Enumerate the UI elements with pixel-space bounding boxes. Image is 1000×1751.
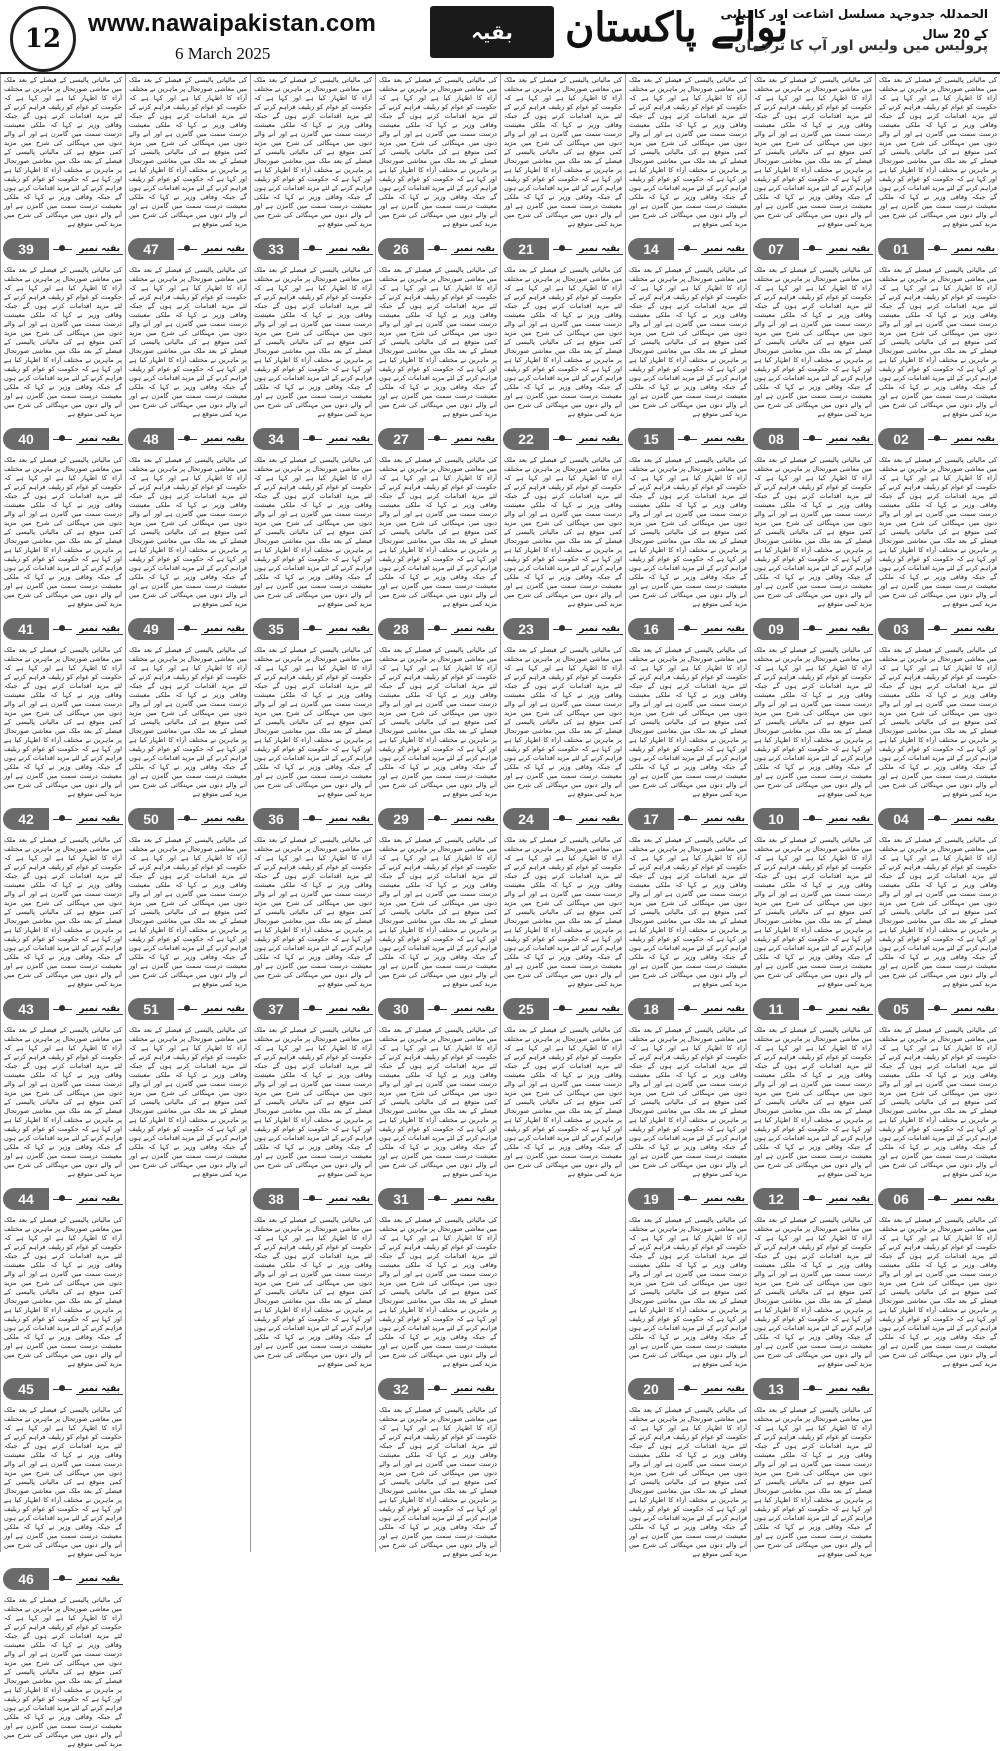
article-text: کی مالیاتی پالیسی کے فیصلے کے بعد ملک میں معاشی صورتحال پر ماہرین نے مختلف آراء کا اظہار کیا ہے اور کہا ہے کہ حکومت کو عوام کو ریلیف فراہم کرنے کے لئے مزید اقدامات کرنے ہوں گے جبکہ وفاقی وزیر نے کہا کہ ملکی معیشت درست سمت میں گامزن ہے اور آنے والے دنوں میں مہنگائی کی شرح میں مزید کمی متوقع ہے کی مالیاتی پالیسی کے فیصلے کے بعد ملک میں معاشی صورتحال پر ماہرین نے مختلف آراء کا اظہار کیا ہے اور کہا ہے کہ حکومت کو عوام کو ریلیف فراہم کرنے کے لئے مزید اقدامات کرنے ہوں گے جبکہ وفاقی وزیر نے کہا کہ ملکی معیشت درست سمت میں گامزن ہے اور آنے والے دنوں میں مہنگائی کی شرح میں مزید کمی متوقع ہے <box>4 1026 122 1178</box>
continuation-number: 30 <box>378 998 424 1020</box>
article-text: کی مالیاتی پالیسی کے فیصلے کے بعد ملک میں معاشی صورتحال پر ماہرین نے مختلف آراء کا اظہار کیا ہے اور کہا ہے کہ حکومت کو عوام کو ریلیف فراہم کرنے کے لئے مزید اقدامات کرنے ہوں گے جبکہ وفاقی وزیر نے کہا کہ ملکی معیشت درست سمت میں گامزن ہے اور آنے والے دنوں میں مہنگائی کی شرح میں مزید کمی متوقع ہے کی مالیاتی پالیسی کے فیصلے کے بعد ملک میں معاشی صورتحال پر ماہرین نے مختلف آراء کا اظہار کیا ہے اور کہا ہے کہ حکومت کو عوام کو ریلیف فراہم کرنے کے لئے مزید اقدامات کرنے ہوں گے جبکہ وفاقی وزیر نے کہا کہ ملکی معیشت درست سمت میں گامزن ہے اور آنے والے دنوں میں مہنگائی کی شرح میں مزید کمی متوقع ہے <box>254 266 372 418</box>
page-number-badge: 12 <box>10 6 76 72</box>
article-text: کی مالیاتی پالیسی کے فیصلے کے بعد ملک میں معاشی صورتحال پر ماہرین نے مختلف آراء کا اظہار کیا ہے اور کہا ہے کہ حکومت کو عوام کو ریلیف فراہم کرنے کے لئے مزید اقدامات کرنے ہوں گے جبکہ وفاقی وزیر نے کہا کہ ملکی معیشت درست سمت میں گامزن ہے اور آنے والے دنوں میں مہنگائی کی شرح میں مزید کمی متوقع ہے کی مالیاتی پالیسی کے فیصلے کے بعد ملک میں معاشی صورتحال پر ماہرین نے مختلف آراء کا اظہار کیا ہے اور کہا ہے کہ حکومت کو عوام کو ریلیف فراہم کرنے کے لئے مزید اقدامات کرنے ہوں گے جبکہ وفاقی وزیر نے کہا کہ ملکی معیشت درست سمت میں گامزن ہے اور آنے والے دنوں میں مہنگائی کی شرح میں مزید کمی متوقع ہے <box>379 646 497 798</box>
ornament-divider <box>928 1009 947 1010</box>
continuation-number: 46 <box>3 1568 49 1590</box>
continuation-label: بقیہ نمبر <box>576 814 623 825</box>
continuation-label: بقیہ نمبر <box>701 1004 748 1015</box>
continuation-label: بقیہ نمبر <box>826 1384 873 1395</box>
section-badge: بقیہ <box>430 6 554 58</box>
continuation-number: 19 <box>628 1188 674 1210</box>
continuation-marker <box>753 1187 873 1211</box>
article-text: کی مالیاتی پالیسی کے فیصلے کے بعد ملک میں معاشی صورتحال پر ماہرین نے مختلف آراء کا اظہار کیا ہے اور کہا ہے کہ حکومت کو عوام کو ریلیف فراہم کرنے کے لئے مزید اقدامات کرنے ہوں گے جبکہ وفاقی وزیر نے کہا کہ ملکی معیشت درست سمت میں گامزن ہے اور آنے والے دنوں میں مہنگائی کی شرح میں مزید کمی متوقع ہے کی مالیاتی پالیسی کے فیصلے کے بعد ملک میں معاشی صورتحال پر ماہرین نے مختلف آراء کا اظہار کیا ہے اور کہا ہے کہ حکومت کو عوام کو ریلیف فراہم کرنے کے لئے مزید اقدامات کرنے ہوں گے جبکہ وفاقی وزیر نے کہا کہ ملکی معیشت درست سمت میں گامزن ہے اور آنے والے دنوں میں مہنگائی کی شرح میں مزید کمی متوقع ہے <box>129 76 247 228</box>
ornament-divider <box>678 439 697 440</box>
ornament-divider <box>178 819 197 820</box>
continuation-marker <box>253 617 373 641</box>
continuation-marker <box>628 427 748 451</box>
continuation-number: 11 <box>753 998 799 1020</box>
ornament-divider <box>553 439 572 440</box>
continuation-label: بقیہ نمبر <box>576 1004 623 1015</box>
continuation-label: بقیہ نمبر <box>201 814 248 825</box>
masthead <box>0 0 1000 74</box>
ornament-divider <box>678 1009 697 1010</box>
continuation-number: 21 <box>503 238 549 260</box>
continuation-label: بقیہ نمبر <box>76 244 123 255</box>
article-text: کی مالیاتی پالیسی کے فیصلے کے بعد ملک میں معاشی صورتحال پر ماہرین نے مختلف آراء کا اظہار کیا ہے اور کہا ہے کہ حکومت کو عوام کو ریلیف فراہم کرنے کے لئے مزید اقدامات کرنے ہوں گے جبکہ وفاقی وزیر نے کہا کہ ملکی معیشت درست سمت میں گامزن ہے اور آنے والے دنوں میں مہنگائی کی شرح میں مزید کمی متوقع ہے کی مالیاتی پالیسی کے فیصلے کے بعد ملک میں معاشی صورتحال پر ماہرین نے مختلف آراء کا اظہار کیا ہے اور کہا ہے کہ حکومت کو عوام کو ریلیف فراہم کرنے کے لئے مزید اقدامات کرنے ہوں گے جبکہ وفاقی وزیر نے کہا کہ ملکی معیشت درست سمت میں گامزن ہے اور آنے والے دنوں میں مہنگائی کی شرح میں مزید کمی متوقع ہے <box>504 646 622 798</box>
continuation-marker <box>378 997 498 1021</box>
newspaper-logo: نوائے پاکستان <box>565 4 789 51</box>
ornament-divider <box>803 629 822 630</box>
article-text: کی مالیاتی پالیسی کے فیصلے کے بعد ملک میں معاشی صورتحال پر ماہرین نے مختلف آراء کا اظہار کیا ہے اور کہا ہے کہ حکومت کو عوام کو ریلیف فراہم کرنے کے لئے مزید اقدامات کرنے ہوں گے جبکہ وفاقی وزیر نے کہا کہ ملکی معیشت درست سمت میں گامزن ہے اور آنے والے دنوں میں مہنگائی کی شرح میں مزید کمی متوقع ہے کی مالیاتی پالیسی کے فیصلے کے بعد ملک میں معاشی صورتحال پر ماہرین نے مختلف آراء کا اظہار کیا ہے اور کہا ہے کہ حکومت کو عوام کو ریلیف فراہم کرنے کے لئے مزید اقدامات کرنے ہوں گے جبکہ وفاقی وزیر نے کہا کہ ملکی معیشت درست سمت میں گامزن ہے اور آنے والے دنوں میں مہنگائی کی شرح میں مزید کمی متوقع ہے <box>4 456 122 608</box>
ornament-divider <box>928 249 947 250</box>
ornament-divider <box>53 1199 72 1200</box>
continuation-number: 24 <box>503 808 549 830</box>
article-text: کی مالیاتی پالیسی کے فیصلے کے بعد ملک میں معاشی صورتحال پر ماہرین نے مختلف آراء کا اظہار کیا ہے اور کہا ہے کہ حکومت کو عوام کو ریلیف فراہم کرنے کے لئے مزید اقدامات کرنے ہوں گے جبکہ وفاقی وزیر نے کہا کہ ملکی معیشت درست سمت میں گامزن ہے اور آنے والے دنوں میں مہنگائی کی شرح میں مزید کمی متوقع ہے کی مالیاتی پالیسی کے فیصلے کے بعد ملک میں معاشی صورتحال پر ماہرین نے مختلف آراء کا اظہار کیا ہے اور کہا ہے کہ حکومت کو عوام کو ریلیف فراہم کرنے کے لئے مزید اقدامات کرنے ہوں گے جبکہ وفاقی وزیر نے کہا کہ ملکی معیشت درست سمت میں گامزن ہے اور آنے والے دنوں میں مہنگائی کی شرح میں مزید کمی متوقع ہے <box>4 836 122 988</box>
continuation-marker <box>128 617 248 641</box>
ornament-divider <box>928 629 947 630</box>
article-text: کی مالیاتی پالیسی کے فیصلے کے بعد ملک میں معاشی صورتحال پر ماہرین نے مختلف آراء کا اظہار کیا ہے اور کہا ہے کہ حکومت کو عوام کو ریلیف فراہم کرنے کے لئے مزید اقدامات کرنے ہوں گے جبکہ وفاقی وزیر نے کہا کہ ملکی معیشت درست سمت میں گامزن ہے اور آنے والے دنوں میں مہنگائی کی شرح میں مزید کمی متوقع ہے کی مالیاتی پالیسی کے فیصلے کے بعد ملک میں معاشی صورتحال پر ماہرین نے مختلف آراء کا اظہار کیا ہے اور کہا ہے کہ حکومت کو عوام کو ریلیف فراہم کرنے کے لئے مزید اقدامات کرنے ہوں گے جبکہ وفاقی وزیر نے کہا کہ ملکی معیشت درست سمت میں گامزن ہے اور آنے والے دنوں میں مہنگائی کی شرح میں مزید کمی متوقع ہے <box>4 76 122 228</box>
news-column <box>375 74 500 1558</box>
continuation-number: 20 <box>628 1378 674 1400</box>
article-text: کی مالیاتی پالیسی کے فیصلے کے بعد ملک میں معاشی صورتحال پر ماہرین نے مختلف آراء کا اظہار کیا ہے اور کہا ہے کہ حکومت کو عوام کو ریلیف فراہم کرنے کے لئے مزید اقدامات کرنے ہوں گے جبکہ وفاقی وزیر نے کہا کہ ملکی معیشت درست سمت میں گامزن ہے اور آنے والے دنوں میں مہنگائی کی شرح میں مزید کمی متوقع ہے کی مالیاتی پالیسی کے فیصلے کے بعد ملک میں معاشی صورتحال پر ماہرین نے مختلف آراء کا اظہار کیا ہے اور کہا ہے کہ حکومت کو عوام کو ریلیف فراہم کرنے کے لئے مزید اقدامات کرنے ہوں گے جبکہ وفاقی وزیر نے کہا کہ ملکی معیشت درست سمت میں گامزن ہے اور آنے والے دنوں میں مہنگائی کی شرح میں مزید کمی متوقع ہے <box>254 836 372 988</box>
continuation-marker <box>128 807 248 831</box>
continuation-number: 39 <box>3 238 49 260</box>
article-text: کی مالیاتی پالیسی کے فیصلے کے بعد ملک میں معاشی صورتحال پر ماہرین نے مختلف آراء کا اظہار کیا ہے اور کہا ہے کہ حکومت کو عوام کو ریلیف فراہم کرنے کے لئے مزید اقدامات کرنے ہوں گے جبکہ وفاقی وزیر نے کہا کہ ملکی معیشت درست سمت میں گامزن ہے اور آنے والے دنوں میں مہنگائی کی شرح میں مزید کمی متوقع ہے کی مالیاتی پالیسی کے فیصلے کے بعد ملک میں معاشی صورتحال پر ماہرین نے مختلف آراء کا اظہار کیا ہے اور کہا ہے کہ حکومت کو عوام کو ریلیف فراہم کرنے کے لئے مزید اقدامات کرنے ہوں گے جبکہ وفاقی وزیر نے کہا کہ ملکی معیشت درست سمت میں گامزن ہے اور آنے والے دنوں میں مہنگائی کی شرح میں مزید کمی متوقع ہے <box>129 266 247 418</box>
continuation-marker <box>378 427 498 451</box>
continuation-label: بقیہ نمبر <box>326 1004 373 1015</box>
continuation-number: 14 <box>628 238 674 260</box>
ornament-divider <box>678 1389 697 1390</box>
continuation-marker <box>878 617 998 641</box>
continuation-label: بقیہ نمبر <box>701 624 748 635</box>
ornament-divider <box>428 819 447 820</box>
news-column <box>250 74 375 1552</box>
ornament-divider <box>678 1199 697 1200</box>
continuation-number: 13 <box>753 1378 799 1400</box>
continuation-number: 42 <box>3 808 49 830</box>
article-text: کی مالیاتی پالیسی کے فیصلے کے بعد ملک میں معاشی صورتحال پر ماہرین نے مختلف آراء کا اظہار کیا ہے اور کہا ہے کہ حکومت کو عوام کو ریلیف فراہم کرنے کے لئے مزید اقدامات کرنے ہوں گے جبکہ وفاقی وزیر نے کہا کہ ملکی معیشت درست سمت میں گامزن ہے اور آنے والے دنوں میں مہنگائی کی شرح میں مزید کمی متوقع ہے کی مالیاتی پالیسی کے فیصلے کے بعد ملک میں معاشی صورتحال پر ماہرین نے مختلف آراء کا اظہار کیا ہے اور کہا ہے کہ حکومت کو عوام کو ریلیف فراہم کرنے کے لئے مزید اقدامات کرنے ہوں گے جبکہ وفاقی وزیر نے کہا کہ ملکی معیشت درست سمت میں گامزن ہے اور آنے والے دنوں میں مہنگائی کی شرح میں مزید کمی متوقع ہے <box>504 266 622 418</box>
continuation-number: 49 <box>128 618 174 640</box>
ornament-divider <box>928 439 947 440</box>
ornament-divider <box>553 1009 572 1010</box>
continuation-number: 34 <box>253 428 299 450</box>
article-text: کی مالیاتی پالیسی کے فیصلے کے بعد ملک میں معاشی صورتحال پر ماہرین نے مختلف آراء کا اظہار کیا ہے اور کہا ہے کہ حکومت کو عوام کو ریلیف فراہم کرنے کے لئے مزید اقدامات کرنے ہوں گے جبکہ وفاقی وزیر نے کہا کہ ملکی معیشت درست سمت میں گامزن ہے اور آنے والے دنوں میں مہنگائی کی شرح میں مزید کمی متوقع ہے کی مالیاتی پالیسی کے فیصلے کے بعد ملک میں معاشی صورتحال پر ماہرین نے مختلف آراء کا اظہار کیا ہے اور کہا ہے کہ حکومت کو عوام کو ریلیف فراہم کرنے کے لئے مزید اقدامات کرنے ہوں گے جبکہ وفاقی وزیر نے کہا کہ ملکی معیشت درست سمت میں گامزن ہے اور آنے والے دنوں میں مہنگائی کی شرح میں مزید کمی متوقع ہے <box>379 456 497 608</box>
continuation-marker <box>378 237 498 261</box>
article-text: کی مالیاتی پالیسی کے فیصلے کے بعد ملک میں معاشی صورتحال پر ماہرین نے مختلف آراء کا اظہار کیا ہے اور کہا ہے کہ حکومت کو عوام کو ریلیف فراہم کرنے کے لئے مزید اقدامات کرنے ہوں گے جبکہ وفاقی وزیر نے کہا کہ ملکی معیشت درست سمت میں گامزن ہے اور آنے والے دنوں میں مہنگائی کی شرح میں مزید کمی متوقع ہے کی مالیاتی پالیسی کے فیصلے کے بعد ملک میں معاشی صورتحال پر ماہرین نے مختلف آراء کا اظہار کیا ہے اور کہا ہے کہ حکومت کو عوام کو ریلیف فراہم کرنے کے لئے مزید اقدامات کرنے ہوں گے جبکہ وفاقی وزیر نے کہا کہ ملکی معیشت درست سمت میں گامزن ہے اور آنے والے دنوں میں مہنگائی کی شرح میں مزید کمی متوقع ہے <box>254 646 372 798</box>
continuation-marker <box>503 807 623 831</box>
article-text: کی مالیاتی پالیسی کے فیصلے کے بعد ملک میں معاشی صورتحال پر ماہرین نے مختلف آراء کا اظہار کیا ہے اور کہا ہے کہ حکومت کو عوام کو ریلیف فراہم کرنے کے لئے مزید اقدامات کرنے ہوں گے جبکہ وفاقی وزیر نے کہا کہ ملکی معیشت درست سمت میں گامزن ہے اور آنے والے دنوں میں مہنگائی کی شرح میں مزید کمی متوقع ہے کی مالیاتی پالیسی کے فیصلے کے بعد ملک میں معاشی صورتحال پر ماہرین نے مختلف آراء کا اظہار کیا ہے اور کہا ہے کہ حکومت کو عوام کو ریلیف فراہم کرنے کے لئے مزید اقدامات کرنے ہوں گے جبکہ وفاقی وزیر نے کہا کہ ملکی معیشت درست سمت میں گامزن ہے اور آنے والے دنوں میں مہنگائی کی شرح میں مزید کمی متوقع ہے <box>629 1406 747 1558</box>
article-text: کی مالیاتی پالیسی کے فیصلے کے بعد ملک میں معاشی صورتحال پر ماہرین نے مختلف آراء کا اظہار کیا ہے اور کہا ہے کہ حکومت کو عوام کو ریلیف فراہم کرنے کے لئے مزید اقدامات کرنے ہوں گے جبکہ وفاقی وزیر نے کہا کہ ملکی معیشت درست سمت میں گامزن ہے اور آنے والے دنوں میں مہنگائی کی شرح میں مزید کمی متوقع ہے کی مالیاتی پالیسی کے فیصلے کے بعد ملک میں معاشی صورتحال پر ماہرین نے مختلف آراء کا اظہار کیا ہے اور کہا ہے کہ حکومت کو عوام کو ریلیف فراہم کرنے کے لئے مزید اقدامات کرنے ہوں گے جبکہ وفاقی وزیر نے کہا کہ ملکی معیشت درست سمت میں گامزن ہے اور آنے والے دنوں میں مہنگائی کی شرح میں مزید کمی متوقع ہے <box>254 1026 372 1178</box>
ornament-divider <box>553 249 572 250</box>
continuation-label: بقیہ نمبر <box>451 1004 498 1015</box>
article-text: کی مالیاتی پالیسی کے فیصلے کے بعد ملک میں معاشی صورتحال پر ماہرین نے مختلف آراء کا اظہار کیا ہے اور کہا ہے کہ حکومت کو عوام کو ریلیف فراہم کرنے کے لئے مزید اقدامات کرنے ہوں گے جبکہ وفاقی وزیر نے کہا کہ ملکی معیشت درست سمت میں گامزن ہے اور آنے والے دنوں میں مہنگائی کی شرح میں مزید کمی متوقع ہے کی مالیاتی پالیسی کے فیصلے کے بعد ملک میں معاشی صورتحال پر ماہرین نے مختلف آراء کا اظہار کیا ہے اور کہا ہے کہ حکومت کو عوام کو ریلیف فراہم کرنے کے لئے مزید اقدامات کرنے ہوں گے جبکہ وفاقی وزیر نے کہا کہ ملکی معیشت درست سمت میں گامزن ہے اور آنے والے دنوں میں مہنگائی کی شرح میں مزید کمی متوقع ہے <box>379 1216 497 1368</box>
ornament-divider <box>303 1009 322 1010</box>
continuation-number: 04 <box>878 808 924 830</box>
ornament-divider <box>428 1009 447 1010</box>
article-text: کی مالیاتی پالیسی کے فیصلے کے بعد ملک میں معاشی صورتحال پر ماہرین نے مختلف آراء کا اظہار کیا ہے اور کہا ہے کہ حکومت کو عوام کو ریلیف فراہم کرنے کے لئے مزید اقدامات کرنے ہوں گے جبکہ وفاقی وزیر نے کہا کہ ملکی معیشت درست سمت میں گامزن ہے اور آنے والے دنوں میں مہنگائی کی شرح میں مزید کمی متوقع ہے کی مالیاتی پالیسی کے فیصلے کے بعد ملک میں معاشی صورتحال پر ماہرین نے مختلف آراء کا اظہار کیا ہے اور کہا ہے کہ حکومت کو عوام کو ریلیف فراہم کرنے کے لئے مزید اقدامات کرنے ہوں گے جبکہ وفاقی وزیر نے کہا کہ ملکی معیشت درست سمت میں گامزن ہے اور آنے والے دنوں میں مہنگائی کی شرح میں مزید کمی متوقع ہے <box>129 836 247 988</box>
ornament-divider <box>553 819 572 820</box>
continuation-marker <box>253 997 373 1021</box>
continuation-number: 05 <box>878 998 924 1020</box>
continuation-number: 18 <box>628 998 674 1020</box>
article-text: کی مالیاتی پالیسی کے فیصلے کے بعد ملک میں معاشی صورتحال پر ماہرین نے مختلف آراء کا اظہار کیا ہے اور کہا ہے کہ حکومت کو عوام کو ریلیف فراہم کرنے کے لئے مزید اقدامات کرنے ہوں گے جبکہ وفاقی وزیر نے کہا کہ ملکی معیشت درست سمت میں گامزن ہے اور آنے والے دنوں میں مہنگائی کی شرح میں مزید کمی متوقع ہے کی مالیاتی پالیسی کے فیصلے کے بعد ملک میں معاشی صورتحال پر ماہرین نے مختلف آراء کا اظہار کیا ہے اور کہا ہے کہ حکومت کو عوام کو ریلیف فراہم کرنے کے لئے مزید اقدامات کرنے ہوں گے جبکہ وفاقی وزیر نے کہا کہ ملکی معیشت درست سمت میں گامزن ہے اور آنے والے دنوں میں مہنگائی کی شرح میں مزید کمی متوقع ہے <box>754 1026 872 1178</box>
article-text: کی مالیاتی پالیسی کے فیصلے کے بعد ملک میں معاشی صورتحال پر ماہرین نے مختلف آراء کا اظہار کیا ہے اور کہا ہے کہ حکومت کو عوام کو ریلیف فراہم کرنے کے لئے مزید اقدامات کرنے ہوں گے جبکہ وفاقی وزیر نے کہا کہ ملکی معیشت درست سمت میں گامزن ہے اور آنے والے دنوں میں مہنگائی کی شرح میں مزید کمی متوقع ہے کی مالیاتی پالیسی کے فیصلے کے بعد ملک میں معاشی صورتحال پر ماہرین نے مختلف آراء کا اظہار کیا ہے اور کہا ہے کہ حکومت کو عوام کو ریلیف فراہم کرنے کے لئے مزید اقدامات کرنے ہوں گے جبکہ وفاقی وزیر نے کہا کہ ملکی معیشت درست سمت میں گامزن ہے اور آنے والے دنوں میں مہنگائی کی شرح میں مزید کمی متوقع ہے <box>129 646 247 798</box>
continuation-label: بقیہ نمبر <box>951 624 998 635</box>
continuation-label: بقیہ نمبر <box>201 434 248 445</box>
continuation-number: 03 <box>878 618 924 640</box>
continuation-label: بقیہ نمبر <box>451 624 498 635</box>
continuation-label: بقیہ نمبر <box>451 244 498 255</box>
continuation-label: بقیہ نمبر <box>451 1194 498 1205</box>
ornament-divider <box>928 819 947 820</box>
continuation-label: بقیہ نمبر <box>951 1194 998 1205</box>
continuation-marker <box>753 237 873 261</box>
ornament-divider <box>678 819 697 820</box>
continuation-number: 40 <box>3 428 49 450</box>
ornament-divider <box>803 249 822 250</box>
continuation-label: بقیہ نمبر <box>951 434 998 445</box>
article-text: کی مالیاتی پالیسی کے فیصلے کے بعد ملک میں معاشی صورتحال پر ماہرین نے مختلف آراء کا اظہار کیا ہے اور کہا ہے کہ حکومت کو عوام کو ریلیف فراہم کرنے کے لئے مزید اقدامات کرنے ہوں گے جبکہ وفاقی وزیر نے کہا کہ ملکی معیشت درست سمت میں گامزن ہے اور آنے والے دنوں میں مہنگائی کی شرح میں مزید کمی متوقع ہے کی مالیاتی پالیسی کے فیصلے کے بعد ملک میں معاشی صورتحال پر ماہرین نے مختلف آراء کا اظہار کیا ہے اور کہا ہے کہ حکومت کو عوام کو ریلیف فراہم کرنے کے لئے مزید اقدامات کرنے ہوں گے جبکہ وفاقی وزیر نے کہا کہ ملکی معیشت درست سمت میں گامزن ہے اور آنے والے دنوں میں مہنگائی کی شرح میں مزید کمی متوقع ہے <box>379 76 497 228</box>
article-text: کی مالیاتی پالیسی کے فیصلے کے بعد ملک میں معاشی صورتحال پر ماہرین نے مختلف آراء کا اظہار کیا ہے اور کہا ہے کہ حکومت کو عوام کو ریلیف فراہم کرنے کے لئے مزید اقدامات کرنے ہوں گے جبکہ وفاقی وزیر نے کہا کہ ملکی معیشت درست سمت میں گامزن ہے اور آنے والے دنوں میں مہنگائی کی شرح میں مزید کمی متوقع ہے کی مالیاتی پالیسی کے فیصلے کے بعد ملک میں معاشی صورتحال پر ماہرین نے مختلف آراء کا اظہار کیا ہے اور کہا ہے کہ حکومت کو عوام کو ریلیف فراہم کرنے کے لئے مزید اقدامات کرنے ہوں گے جبکہ وفاقی وزیر نے کہا کہ ملکی معیشت درست سمت میں گامزن ہے اور آنے والے دنوں میں مہنگائی کی شرح میں مزید کمی متوقع ہے <box>504 1026 622 1178</box>
article-columns <box>0 74 1000 1748</box>
article-text: کی مالیاتی پالیسی کے فیصلے کے بعد ملک میں معاشی صورتحال پر ماہرین نے مختلف آراء کا اظہار کیا ہے اور کہا ہے کہ حکومت کو عوام کو ریلیف فراہم کرنے کے لئے مزید اقدامات کرنے ہوں گے جبکہ وفاقی وزیر نے کہا کہ ملکی معیشت درست سمت میں گامزن ہے اور آنے والے دنوں میں مہنگائی کی شرح میں مزید کمی متوقع ہے کی مالیاتی پالیسی کے فیصلے کے بعد ملک میں معاشی صورتحال پر ماہرین نے مختلف آراء کا اظہار کیا ہے اور کہا ہے کہ حکومت کو عوام کو ریلیف فراہم کرنے کے لئے مزید اقدامات کرنے ہوں گے جبکہ وفاقی وزیر نے کہا کہ ملکی معیشت درست سمت میں گامزن ہے اور آنے والے دنوں میں مہنگائی کی شرح میں مزید کمی متوقع ہے <box>629 76 747 228</box>
article-text: کی مالیاتی پالیسی کے فیصلے کے بعد ملک میں معاشی صورتحال پر ماہرین نے مختلف آراء کا اظہار کیا ہے اور کہا ہے کہ حکومت کو عوام کو ریلیف فراہم کرنے کے لئے مزید اقدامات کرنے ہوں گے جبکہ وفاقی وزیر نے کہا کہ ملکی معیشت درست سمت میں گامزن ہے اور آنے والے دنوں میں مہنگائی کی شرح میں مزید کمی متوقع ہے کی مالیاتی پالیسی کے فیصلے کے بعد ملک میں معاشی صورتحال پر ماہرین نے مختلف آراء کا اظہار کیا ہے اور کہا ہے کہ حکومت کو عوام کو ریلیف فراہم کرنے کے لئے مزید اقدامات کرنے ہوں گے جبکہ وفاقی وزیر نے کہا کہ ملکی معیشت درست سمت میں گامزن ہے اور آنے والے دنوں میں مہنگائی کی شرح میں مزید کمی متوقع ہے <box>629 836 747 988</box>
news-column <box>750 74 875 1558</box>
continuation-label: بقیہ نمبر <box>576 624 623 635</box>
continuation-marker <box>878 1187 998 1211</box>
ornament-divider <box>678 629 697 630</box>
continuation-number: 06 <box>878 1188 924 1210</box>
continuation-label: بقیہ نمبر <box>826 624 873 635</box>
article-text: کی مالیاتی پالیسی کے فیصلے کے بعد ملک میں معاشی صورتحال پر ماہرین نے مختلف آراء کا اظہار کیا ہے اور کہا ہے کہ حکومت کو عوام کو ریلیف فراہم کرنے کے لئے مزید اقدامات کرنے ہوں گے جبکہ وفاقی وزیر نے کہا کہ ملکی معیشت درست سمت میں گامزن ہے اور آنے والے دنوں میں مہنگائی کی شرح میں مزید کمی متوقع ہے کی مالیاتی پالیسی کے فیصلے کے بعد ملک میں معاشی صورتحال پر ماہرین نے مختلف آراء کا اظہار کیا ہے اور کہا ہے کہ حکومت کو عوام کو ریلیف فراہم کرنے کے لئے مزید اقدامات کرنے ہوں گے جبکہ وفاقی وزیر نے کہا کہ ملکی معیشت درست سمت میں گامزن ہے اور آنے والے دنوں میں مہنگائی کی شرح میں مزید کمی متوقع ہے <box>379 836 497 988</box>
continuation-number: 10 <box>753 808 799 830</box>
news-column <box>500 74 625 1552</box>
continuation-label: بقیہ نمبر <box>326 244 373 255</box>
ornament-divider <box>53 249 72 250</box>
continuation-number: 17 <box>628 808 674 830</box>
continuation-marker <box>128 427 248 451</box>
article-text: کی مالیاتی پالیسی کے فیصلے کے بعد ملک میں معاشی صورتحال پر ماہرین نے مختلف آراء کا اظہار کیا ہے اور کہا ہے کہ حکومت کو عوام کو ریلیف فراہم کرنے کے لئے مزید اقدامات کرنے ہوں گے جبکہ وفاقی وزیر نے کہا کہ ملکی معیشت درست سمت میں گامزن ہے اور آنے والے دنوں میں مہنگائی کی شرح میں مزید کمی متوقع ہے کی مالیاتی پالیسی کے فیصلے کے بعد ملک میں معاشی صورتحال پر ماہرین نے مختلف آراء کا اظہار کیا ہے اور کہا ہے کہ حکومت کو عوام کو ریلیف فراہم کرنے کے لئے مزید اقدامات کرنے ہوں گے جبکہ وفاقی وزیر نے کہا کہ ملکی معیشت درست سمت میں گامزن ہے اور آنے والے دنوں میں مہنگائی کی شرح میں مزید کمی متوقع ہے <box>629 1026 747 1178</box>
continuation-label: بقیہ نمبر <box>201 624 248 635</box>
continuation-number: 22 <box>503 428 549 450</box>
continuation-marker <box>378 807 498 831</box>
ornament-divider <box>428 439 447 440</box>
continuation-marker <box>753 617 873 641</box>
continuation-label: بقیہ نمبر <box>76 1574 123 1585</box>
continuation-label: بقیہ نمبر <box>76 1384 123 1395</box>
continuation-marker <box>3 617 123 641</box>
article-text: کی مالیاتی پالیسی کے فیصلے کے بعد ملک میں معاشی صورتحال پر ماہرین نے مختلف آراء کا اظہار کیا ہے اور کہا ہے کہ حکومت کو عوام کو ریلیف فراہم کرنے کے لئے مزید اقدامات کرنے ہوں گے جبکہ وفاقی وزیر نے کہا کہ ملکی معیشت درست سمت میں گامزن ہے اور آنے والے دنوں میں مہنگائی کی شرح میں مزید کمی متوقع ہے کی مالیاتی پالیسی کے فیصلے کے بعد ملک میں معاشی صورتحال پر ماہرین نے مختلف آراء کا اظہار کیا ہے اور کہا ہے کہ حکومت کو عوام کو ریلیف فراہم کرنے کے لئے مزید اقدامات کرنے ہوں گے جبکہ وفاقی وزیر نے کہا کہ ملکی معیشت درست سمت میں گامزن ہے اور آنے والے دنوں میں مہنگائی کی شرح میں مزید کمی متوقع ہے <box>629 646 747 798</box>
continuation-marker <box>128 997 248 1021</box>
continuation-number: 23 <box>503 618 549 640</box>
ornament-divider <box>303 629 322 630</box>
continuation-marker <box>503 427 623 451</box>
continuation-marker <box>128 237 248 261</box>
article-text: کی مالیاتی پالیسی کے فیصلے کے بعد ملک میں معاشی صورتحال پر ماہرین نے مختلف آراء کا اظہار کیا ہے اور کہا ہے کہ حکومت کو عوام کو ریلیف فراہم کرنے کے لئے مزید اقدامات کرنے ہوں گے جبکہ وفاقی وزیر نے کہا کہ ملکی معیشت درست سمت میں گامزن ہے اور آنے والے دنوں میں مہنگائی کی شرح میں مزید کمی متوقع ہے کی مالیاتی پالیسی کے فیصلے کے بعد ملک میں معاشی صورتحال پر ماہرین نے مختلف آراء کا اظہار کیا ہے اور کہا ہے کہ حکومت کو عوام کو ریلیف فراہم کرنے کے لئے مزید اقدامات کرنے ہوں گے جبکہ وفاقی وزیر نے کہا کہ ملکی معیشت درست سمت میں گامزن ہے اور آنے والے دنوں میں مہنگائی کی شرح میں مزید کمی متوقع ہے <box>254 456 372 608</box>
ornament-divider <box>428 629 447 630</box>
continuation-marker <box>503 617 623 641</box>
continuation-label: بقیہ نمبر <box>76 814 123 825</box>
continuation-marker <box>3 997 123 1021</box>
continuation-label: بقیہ نمبر <box>951 814 998 825</box>
continuation-label: بقیہ نمبر <box>576 244 623 255</box>
continuation-number: 27 <box>378 428 424 450</box>
ornament-divider <box>803 1389 822 1390</box>
continuation-number: 36 <box>253 808 299 830</box>
article-text: کی مالیاتی پالیسی کے فیصلے کے بعد ملک میں معاشی صورتحال پر ماہرین نے مختلف آراء کا اظہار کیا ہے اور کہا ہے کہ حکومت کو عوام کو ریلیف فراہم کرنے کے لئے مزید اقدامات کرنے ہوں گے جبکہ وفاقی وزیر نے کہا کہ ملکی معیشت درست سمت میں گامزن ہے اور آنے والے دنوں میں مہنگائی کی شرح میں مزید کمی متوقع ہے کی مالیاتی پالیسی کے فیصلے کے بعد ملک میں معاشی صورتحال پر ماہرین نے مختلف آراء کا اظہار کیا ہے اور کہا ہے کہ حکومت کو عوام کو ریلیف فراہم کرنے کے لئے مزید اقدامات کرنے ہوں گے جبکہ وفاقی وزیر نے کہا کہ ملکی معیشت درست سمت میں گامزن ہے اور آنے والے دنوں میں مہنگائی کی شرح میں مزید کمی متوقع ہے <box>504 456 622 608</box>
article-text: کی مالیاتی پالیسی کے فیصلے کے بعد ملک میں معاشی صورتحال پر ماہرین نے مختلف آراء کا اظہار کیا ہے اور کہا ہے کہ حکومت کو عوام کو ریلیف فراہم کرنے کے لئے مزید اقدامات کرنے ہوں گے جبکہ وفاقی وزیر نے کہا کہ ملکی معیشت درست سمت میں گامزن ہے اور آنے والے دنوں میں مہنگائی کی شرح میں مزید کمی متوقع ہے کی مالیاتی پالیسی کے فیصلے کے بعد ملک میں معاشی صورتحال پر ماہرین نے مختلف آراء کا اظہار کیا ہے اور کہا ہے کہ حکومت کو عوام کو ریلیف فراہم کرنے کے لئے مزید اقدامات کرنے ہوں گے جبکہ وفاقی وزیر نے کہا کہ ملکی معیشت درست سمت میں گامزن ہے اور آنے والے دنوں میں مہنگائی کی شرح میں مزید کمی متوقع ہے <box>754 76 872 228</box>
continuation-number: 31 <box>378 1188 424 1210</box>
continuation-label: بقیہ نمبر <box>326 1194 373 1205</box>
ornament-divider <box>803 439 822 440</box>
continuation-label: بقیہ نمبر <box>951 1004 998 1015</box>
article-text: کی مالیاتی پالیسی کے فیصلے کے بعد ملک میں معاشی صورتحال پر ماہرین نے مختلف آراء کا اظہار کیا ہے اور کہا ہے کہ حکومت کو عوام کو ریلیف فراہم کرنے کے لئے مزید اقدامات کرنے ہوں گے جبکہ وفاقی وزیر نے کہا کہ ملکی معیشت درست سمت میں گامزن ہے اور آنے والے دنوں میں مہنگائی کی شرح میں مزید کمی متوقع ہے کی مالیاتی پالیسی کے فیصلے کے بعد ملک میں معاشی صورتحال پر ماہرین نے مختلف آراء کا اظہار کیا ہے اور کہا ہے کہ حکومت کو عوام کو ریلیف فراہم کرنے کے لئے مزید اقدامات کرنے ہوں گے جبکہ وفاقی وزیر نے کہا کہ ملکی معیشت درست سمت میں گامزن ہے اور آنے والے دنوں میں مہنگائی کی شرح میں مزید کمی متوقع ہے <box>629 1216 747 1368</box>
article-text: کی مالیاتی پالیسی کے فیصلے کے بعد ملک میں معاشی صورتحال پر ماہرین نے مختلف آراء کا اظہار کیا ہے اور کہا ہے کہ حکومت کو عوام کو ریلیف فراہم کرنے کے لئے مزید اقدامات کرنے ہوں گے جبکہ وفاقی وزیر نے کہا کہ ملکی معیشت درست سمت میں گامزن ہے اور آنے والے دنوں میں مہنگائی کی شرح میں مزید کمی متوقع ہے کی مالیاتی پالیسی کے فیصلے کے بعد ملک میں معاشی صورتحال پر ماہرین نے مختلف آراء کا اظہار کیا ہے اور کہا ہے کہ حکومت کو عوام کو ریلیف فراہم کرنے کے لئے مزید اقدامات کرنے ہوں گے جبکہ وفاقی وزیر نے کہا کہ ملکی معیشت درست سمت میں گامزن ہے اور آنے والے دنوں میں مہنگائی کی شرح میں مزید کمی متوقع ہے <box>879 76 997 228</box>
continuation-label: بقیہ نمبر <box>451 814 498 825</box>
ornament-divider <box>178 1009 197 1010</box>
continuation-number: 47 <box>128 238 174 260</box>
ornament-divider <box>553 629 572 630</box>
article-text: کی مالیاتی پالیسی کے فیصلے کے بعد ملک میں معاشی صورتحال پر ماہرین نے مختلف آراء کا اظہار کیا ہے اور کہا ہے کہ حکومت کو عوام کو ریلیف فراہم کرنے کے لئے مزید اقدامات کرنے ہوں گے جبکہ وفاقی وزیر نے کہا کہ ملکی معیشت درست سمت میں گامزن ہے اور آنے والے دنوں میں مہنگائی کی شرح میں مزید کمی متوقع ہے کی مالیاتی پالیسی کے فیصلے کے بعد ملک میں معاشی صورتحال پر ماہرین نے مختلف آراء کا اظہار کیا ہے اور کہا ہے کہ حکومت کو عوام کو ریلیف فراہم کرنے کے لئے مزید اقدامات کرنے ہوں گے جبکہ وفاقی وزیر نے کہا کہ ملکی معیشت درست سمت میں گامزن ہے اور آنے والے دنوں میں مہنگائی کی شرح میں مزید کمی متوقع ہے <box>754 266 872 418</box>
continuation-number: 44 <box>3 1188 49 1210</box>
news-column <box>875 74 1000 1552</box>
continuation-marker <box>503 997 623 1021</box>
ornament-divider <box>53 1579 72 1580</box>
article-text: کی مالیاتی پالیسی کے فیصلے کے بعد ملک میں معاشی صورتحال پر ماہرین نے مختلف آراء کا اظہار کیا ہے اور کہا ہے کہ حکومت کو عوام کو ریلیف فراہم کرنے کے لئے مزید اقدامات کرنے ہوں گے جبکہ وفاقی وزیر نے کہا کہ ملکی معیشت درست سمت میں گامزن ہے اور آنے والے دنوں میں مہنگائی کی شرح میں مزید کمی متوقع ہے کی مالیاتی پالیسی کے فیصلے کے بعد ملک میں معاشی صورتحال پر ماہرین نے مختلف آراء کا اظہار کیا ہے اور کہا ہے کہ حکومت کو عوام کو ریلیف فراہم کرنے کے لئے مزید اقدامات کرنے ہوں گے جبکہ وفاقی وزیر نے کہا کہ ملکی معیشت درست سمت میں گامزن ہے اور آنے والے دنوں میں مہنگائی کی شرح میں مزید کمی متوقع ہے <box>504 836 622 988</box>
continuation-label: بقیہ نمبر <box>201 1004 248 1015</box>
continuation-label: بقیہ نمبر <box>701 814 748 825</box>
continuation-marker <box>878 237 998 261</box>
continuation-label: بقیہ نمبر <box>76 434 123 445</box>
continuation-number: 32 <box>378 1378 424 1400</box>
continuation-marker <box>753 807 873 831</box>
continuation-label: بقیہ نمبر <box>326 814 373 825</box>
continuation-label: بقیہ نمبر <box>701 244 748 255</box>
continuation-number: 09 <box>753 618 799 640</box>
continuation-marker <box>628 237 748 261</box>
article-text: کی مالیاتی پالیسی کے فیصلے کے بعد ملک میں معاشی صورتحال پر ماہرین نے مختلف آراء کا اظہار کیا ہے اور کہا ہے کہ حکومت کو عوام کو ریلیف فراہم کرنے کے لئے مزید اقدامات کرنے ہوں گے جبکہ وفاقی وزیر نے کہا کہ ملکی معیشت درست سمت میں گامزن ہے اور آنے والے دنوں میں مہنگائی کی شرح میں مزید کمی متوقع ہے کی مالیاتی پالیسی کے فیصلے کے بعد ملک میں معاشی صورتحال پر ماہرین نے مختلف آراء کا اظہار کیا ہے اور کہا ہے کہ حکومت کو عوام کو ریلیف فراہم کرنے کے لئے مزید اقدامات کرنے ہوں گے جبکہ وفاقی وزیر نے کہا کہ ملکی معیشت درست سمت میں گامزن ہے اور آنے والے دنوں میں مہنگائی کی شرح میں مزید کمی متوقع ہے <box>879 836 997 988</box>
ornament-divider <box>53 1009 72 1010</box>
ornament-divider <box>53 1389 72 1390</box>
site-url-link[interactable]: www.nawaipakistan.com <box>88 10 377 37</box>
continuation-label: بقیہ نمبر <box>826 814 873 825</box>
issue-date: 6 March 2025 <box>175 44 271 63</box>
continuation-marker <box>753 1377 873 1401</box>
continuation-marker <box>3 427 123 451</box>
article-text: کی مالیاتی پالیسی کے فیصلے کے بعد ملک میں معاشی صورتحال پر ماہرین نے مختلف آراء کا اظہار کیا ہے اور کہا ہے کہ حکومت کو عوام کو ریلیف فراہم کرنے کے لئے مزید اقدامات کرنے ہوں گے جبکہ وفاقی وزیر نے کہا کہ ملکی معیشت درست سمت میں گامزن ہے اور آنے والے دنوں میں مہنگائی کی شرح میں مزید کمی متوقع ہے کی مالیاتی پالیسی کے فیصلے کے بعد ملک میں معاشی صورتحال پر ماہرین نے مختلف آراء کا اظہار کیا ہے اور کہا ہے کہ حکومت کو عوام کو ریلیف فراہم کرنے کے لئے مزید اقدامات کرنے ہوں گے جبکہ وفاقی وزیر نے کہا کہ ملکی معیشت درست سمت میں گامزن ہے اور آنے والے دنوں میں مہنگائی کی شرح میں مزید کمی متوقع ہے <box>379 266 497 418</box>
continuation-label: بقیہ نمبر <box>826 1004 873 1015</box>
continuation-number: 25 <box>503 998 549 1020</box>
article-text: کی مالیاتی پالیسی کے فیصلے کے بعد ملک میں معاشی صورتحال پر ماہرین نے مختلف آراء کا اظہار کیا ہے اور کہا ہے کہ حکومت کو عوام کو ریلیف فراہم کرنے کے لئے مزید اقدامات کرنے ہوں گے جبکہ وفاقی وزیر نے کہا کہ ملکی معیشت درست سمت میں گامزن ہے اور آنے والے دنوں میں مہنگائی کی شرح میں مزید کمی متوقع ہے کی مالیاتی پالیسی کے فیصلے کے بعد ملک میں معاشی صورتحال پر ماہرین نے مختلف آراء کا اظہار کیا ہے اور کہا ہے کہ حکومت کو عوام کو ریلیف فراہم کرنے کے لئے مزید اقدامات کرنے ہوں گے جبکہ وفاقی وزیر نے کہا کہ ملکی معیشت درست سمت میں گامزن ہے اور آنے والے دنوں میں مہنگائی کی شرح میں مزید کمی متوقع ہے <box>129 456 247 608</box>
article-text: کی مالیاتی پالیسی کے فیصلے کے بعد ملک میں معاشی صورتحال پر ماہرین نے مختلف آراء کا اظہار کیا ہے اور کہا ہے کہ حکومت کو عوام کو ریلیف فراہم کرنے کے لئے مزید اقدامات کرنے ہوں گے جبکہ وفاقی وزیر نے کہا کہ ملکی معیشت درست سمت میں گامزن ہے اور آنے والے دنوں میں مہنگائی کی شرح میں مزید کمی متوقع ہے کی مالیاتی پالیسی کے فیصلے کے بعد ملک میں معاشی صورتحال پر ماہرین نے مختلف آراء کا اظہار کیا ہے اور کہا ہے کہ حکومت کو عوام کو ریلیف فراہم کرنے کے لئے مزید اقدامات کرنے ہوں گے جبکہ وفاقی وزیر نے کہا کہ ملکی معیشت درست سمت میں گامزن ہے اور آنے والے دنوں میں مہنگائی کی شرح میں مزید کمی متوقع ہے <box>754 646 872 798</box>
continuation-number: 08 <box>753 428 799 450</box>
continuation-marker <box>878 427 998 451</box>
article-text: کی مالیاتی پالیسی کے فیصلے کے بعد ملک میں معاشی صورتحال پر ماہرین نے مختلف آراء کا اظہار کیا ہے اور کہا ہے کہ حکومت کو عوام کو ریلیف فراہم کرنے کے لئے مزید اقدامات کرنے ہوں گے جبکہ وفاقی وزیر نے کہا کہ ملکی معیشت درست سمت میں گامزن ہے اور آنے والے دنوں میں مہنگائی کی شرح میں مزید کمی متوقع ہے کی مالیاتی پالیسی کے فیصلے کے بعد ملک میں معاشی صورتحال پر ماہرین نے مختلف آراء کا اظہار کیا ہے اور کہا ہے کہ حکومت کو عوام کو ریلیف فراہم کرنے کے لئے مزید اقدامات کرنے ہوں گے جبکہ وفاقی وزیر نے کہا کہ ملکی معیشت درست سمت میں گامزن ہے اور آنے والے دنوں میں مہنگائی کی شرح میں مزید کمی متوقع ہے <box>4 1216 122 1368</box>
continuation-marker <box>628 1377 748 1401</box>
article-text: کی مالیاتی پالیسی کے فیصلے کے بعد ملک میں معاشی صورتحال پر ماہرین نے مختلف آراء کا اظہار کیا ہے اور کہا ہے کہ حکومت کو عوام کو ریلیف فراہم کرنے کے لئے مزید اقدامات کرنے ہوں گے جبکہ وفاقی وزیر نے کہا کہ ملکی معیشت درست سمت میں گامزن ہے اور آنے والے دنوں میں مہنگائی کی شرح میں مزید کمی متوقع ہے کی مالیاتی پالیسی کے فیصلے کے بعد ملک میں معاشی صورتحال پر ماہرین نے مختلف آراء کا اظہار کیا ہے اور کہا ہے کہ حکومت کو عوام کو ریلیف فراہم کرنے کے لئے مزید اقدامات کرنے ہوں گے جبکہ وفاقی وزیر نے کہا کہ ملکی معیشت درست سمت میں گامزن ہے اور آنے والے دنوں میں مہنگائی کی شرح میں مزید کمی متوقع ہے <box>4 266 122 418</box>
article-text: کی مالیاتی پالیسی کے فیصلے کے بعد ملک میں معاشی صورتحال پر ماہرین نے مختلف آراء کا اظہار کیا ہے اور کہا ہے کہ حکومت کو عوام کو ریلیف فراہم کرنے کے لئے مزید اقدامات کرنے ہوں گے جبکہ وفاقی وزیر نے کہا کہ ملکی معیشت درست سمت میں گامزن ہے اور آنے والے دنوں میں مہنگائی کی شرح میں مزید کمی متوقع ہے کی مالیاتی پالیسی کے فیصلے کے بعد ملک میں معاشی صورتحال پر ماہرین نے مختلف آراء کا اظہار کیا ہے اور کہا ہے کہ حکومت کو عوام کو ریلیف فراہم کرنے کے لئے مزید اقدامات کرنے ہوں گے جبکہ وفاقی وزیر نے کہا کہ ملکی معیشت درست سمت میں گامزن ہے اور آنے والے دنوں میں مہنگائی کی شرح میں مزید کمی متوقع ہے <box>879 646 997 798</box>
ornament-divider <box>803 1009 822 1010</box>
tagline-secondary: پرولیس میں ولیس اور آپ کا ترجمان <box>734 38 988 54</box>
continuation-label: بقیہ نمبر <box>701 1194 748 1205</box>
continuation-number: 48 <box>128 428 174 450</box>
continuation-label: بقیہ نمبر <box>826 1194 873 1205</box>
news-column <box>0 74 125 1748</box>
tagline-primary: الحمدللہ جدوجہد مسلسل اشاعت اور کامیابی کے 20 سال <box>720 7 988 41</box>
ornament-divider <box>303 439 322 440</box>
continuation-marker <box>628 1187 748 1211</box>
article-text: کی مالیاتی پالیسی کے فیصلے کے بعد ملک میں معاشی صورتحال پر ماہرین نے مختلف آراء کا اظہار کیا ہے اور کہا ہے کہ حکومت کو عوام کو ریلیف فراہم کرنے کے لئے مزید اقدامات کرنے ہوں گے جبکہ وفاقی وزیر نے کہا کہ ملکی معیشت درست سمت میں گامزن ہے اور آنے والے دنوں میں مہنگائی کی شرح میں مزید کمی متوقع ہے کی مالیاتی پالیسی کے فیصلے کے بعد ملک میں معاشی صورتحال پر ماہرین نے مختلف آراء کا اظہار کیا ہے اور کہا ہے کہ حکومت کو عوام کو ریلیف فراہم کرنے کے لئے مزید اقدامات کرنے ہوں گے جبکہ وفاقی وزیر نے کہا کہ ملکی معیشت درست سمت میں گامزن ہے اور آنے والے دنوں میں مہنگائی کی شرح میں مزید کمی متوقع ہے <box>129 1026 247 1178</box>
ornament-divider <box>178 629 197 630</box>
ornament-divider <box>303 1199 322 1200</box>
continuation-marker <box>3 1187 123 1211</box>
continuation-label: بقیہ نمبر <box>826 244 873 255</box>
ornament-divider <box>178 249 197 250</box>
ornament-divider <box>178 439 197 440</box>
continuation-number: 33 <box>253 238 299 260</box>
continuation-marker <box>753 997 873 1021</box>
article-text: کی مالیاتی پالیسی کے فیصلے کے بعد ملک میں معاشی صورتحال پر ماہرین نے مختلف آراء کا اظہار کیا ہے اور کہا ہے کہ حکومت کو عوام کو ریلیف فراہم کرنے کے لئے مزید اقدامات کرنے ہوں گے جبکہ وفاقی وزیر نے کہا کہ ملکی معیشت درست سمت میں گامزن ہے اور آنے والے دنوں میں مہنگائی کی شرح میں مزید کمی متوقع ہے کی مالیاتی پالیسی کے فیصلے کے بعد ملک میں معاشی صورتحال پر ماہرین نے مختلف آراء کا اظہار کیا ہے اور کہا ہے کہ حکومت کو عوام کو ریلیف فراہم کرنے کے لئے مزید اقدامات کرنے ہوں گے جبکہ وفاقی وزیر نے کہا کہ ملکی معیشت درست سمت میں گامزن ہے اور آنے والے دنوں میں مہنگائی کی شرح میں مزید کمی متوقع ہے <box>629 456 747 608</box>
continuation-number: 02 <box>878 428 924 450</box>
article-text: کی مالیاتی پالیسی کے فیصلے کے بعد ملک میں معاشی صورتحال پر ماہرین نے مختلف آراء کا اظہار کیا ہے اور کہا ہے کہ حکومت کو عوام کو ریلیف فراہم کرنے کے لئے مزید اقدامات کرنے ہوں گے جبکہ وفاقی وزیر نے کہا کہ ملکی معیشت درست سمت میں گامزن ہے اور آنے والے دنوں میں مہنگائی کی شرح میں مزید کمی متوقع ہے کی مالیاتی پالیسی کے فیصلے کے بعد ملک میں معاشی صورتحال پر ماہرین نے مختلف آراء کا اظہار کیا ہے اور کہا ہے کہ حکومت کو عوام کو ریلیف فراہم کرنے کے لئے مزید اقدامات کرنے ہوں گے جبکہ وفاقی وزیر نے کہا کہ ملکی معیشت درست سمت میں گامزن ہے اور آنے والے دنوں میں مہنگائی کی شرح میں مزید کمی متوقع ہے <box>629 266 747 418</box>
article-text: کی مالیاتی پالیسی کے فیصلے کے بعد ملک میں معاشی صورتحال پر ماہرین نے مختلف آراء کا اظہار کیا ہے اور کہا ہے کہ حکومت کو عوام کو ریلیف فراہم کرنے کے لئے مزید اقدامات کرنے ہوں گے جبکہ وفاقی وزیر نے کہا کہ ملکی معیشت درست سمت میں گامزن ہے اور آنے والے دنوں میں مہنگائی کی شرح میں مزید کمی متوقع ہے کی مالیاتی پالیسی کے فیصلے کے بعد ملک میں معاشی صورتحال پر ماہرین نے مختلف آراء کا اظہار کیا ہے اور کہا ہے کہ حکومت کو عوام کو ریلیف فراہم کرنے کے لئے مزید اقدامات کرنے ہوں گے جبکہ وفاقی وزیر نے کہا کہ ملکی معیشت درست سمت میں گامزن ہے اور آنے والے دنوں میں مہنگائی کی شرح میں مزید کمی متوقع ہے <box>754 836 872 988</box>
ornament-divider <box>428 1389 447 1390</box>
article-text: کی مالیاتی پالیسی کے فیصلے کے بعد ملک میں معاشی صورتحال پر ماہرین نے مختلف آراء کا اظہار کیا ہے اور کہا ہے کہ حکومت کو عوام کو ریلیف فراہم کرنے کے لئے مزید اقدامات کرنے ہوں گے جبکہ وفاقی وزیر نے کہا کہ ملکی معیشت درست سمت میں گامزن ہے اور آنے والے دنوں میں مہنگائی کی شرح میں مزید کمی متوقع ہے کی مالیاتی پالیسی کے فیصلے کے بعد ملک میں معاشی صورتحال پر ماہرین نے مختلف آراء کا اظہار کیا ہے اور کہا ہے کہ حکومت کو عوام کو ریلیف فراہم کرنے کے لئے مزید اقدامات کرنے ہوں گے جبکہ وفاقی وزیر نے کہا کہ ملکی معیشت درست سمت میں گامزن ہے اور آنے والے دنوں میں مہنگائی کی شرح میں مزید کمی متوقع ہے <box>754 1406 872 1558</box>
continuation-marker <box>503 237 623 261</box>
continuation-marker <box>378 1187 498 1211</box>
ornament-divider <box>928 1199 947 1200</box>
continuation-label: بقیہ نمبر <box>76 624 123 635</box>
ornament-divider <box>428 249 447 250</box>
continuation-number: 38 <box>253 1188 299 1210</box>
continuation-marker <box>3 1567 123 1591</box>
continuation-label: بقیہ نمبر <box>951 244 998 255</box>
continuation-marker <box>753 427 873 451</box>
continuation-label: بقیہ نمبر <box>76 1194 123 1205</box>
article-text: کی مالیاتی پالیسی کے فیصلے کے بعد ملک میں معاشی صورتحال پر ماہرین نے مختلف آراء کا اظہار کیا ہے اور کہا ہے کہ حکومت کو عوام کو ریلیف فراہم کرنے کے لئے مزید اقدامات کرنے ہوں گے جبکہ وفاقی وزیر نے کہا کہ ملکی معیشت درست سمت میں گامزن ہے اور آنے والے دنوں میں مہنگائی کی شرح میں مزید کمی متوقع ہے کی مالیاتی پالیسی کے فیصلے کے بعد ملک میں معاشی صورتحال پر ماہرین نے مختلف آراء کا اظہار کیا ہے اور کہا ہے کہ حکومت کو عوام کو ریلیف فراہم کرنے کے لئے مزید اقدامات کرنے ہوں گے جبکہ وفاقی وزیر نے کہا کہ ملکی معیشت درست سمت میں گامزن ہے اور آنے والے دنوں میں مہنگائی کی شرح میں مزید کمی متوقع ہے <box>754 1216 872 1368</box>
ornament-divider <box>678 249 697 250</box>
continuation-label: بقیہ نمبر <box>326 624 373 635</box>
article-text: کی مالیاتی پالیسی کے فیصلے کے بعد ملک میں معاشی صورتحال پر ماہرین نے مختلف آراء کا اظہار کیا ہے اور کہا ہے کہ حکومت کو عوام کو ریلیف فراہم کرنے کے لئے مزید اقدامات کرنے ہوں گے جبکہ وفاقی وزیر نے کہا کہ ملکی معیشت درست سمت میں گامزن ہے اور آنے والے دنوں میں مہنگائی کی شرح میں مزید کمی متوقع ہے کی مالیاتی پالیسی کے فیصلے کے بعد ملک میں معاشی صورتحال پر ماہرین نے مختلف آراء کا اظہار کیا ہے اور کہا ہے کہ حکومت کو عوام کو ریلیف فراہم کرنے کے لئے مزید اقدامات کرنے ہوں گے جبکہ وفاقی وزیر نے کہا کہ ملکی معیشت درست سمت میں گامزن ہے اور آنے والے دنوں میں مہنگائی کی شرح میں مزید کمی متوقع ہے <box>4 1406 122 1558</box>
article-text: کی مالیاتی پالیسی کے فیصلے کے بعد ملک میں معاشی صورتحال پر ماہرین نے مختلف آراء کا اظہار کیا ہے اور کہا ہے کہ حکومت کو عوام کو ریلیف فراہم کرنے کے لئے مزید اقدامات کرنے ہوں گے جبکہ وفاقی وزیر نے کہا کہ ملکی معیشت درست سمت میں گامزن ہے اور آنے والے دنوں میں مہنگائی کی شرح میں مزید کمی متوقع ہے کی مالیاتی پالیسی کے فیصلے کے بعد ملک میں معاشی صورتحال پر ماہرین نے مختلف آراء کا اظہار کیا ہے اور کہا ہے کہ حکومت کو عوام کو ریلیف فراہم کرنے کے لئے مزید اقدامات کرنے ہوں گے جبکہ وفاقی وزیر نے کہا کہ ملکی معیشت درست سمت میں گامزن ہے اور آنے والے دنوں میں مہنگائی کی شرح میں مزید کمی متوقع ہے <box>254 1216 372 1368</box>
article-text: کی مالیاتی پالیسی کے فیصلے کے بعد ملک میں معاشی صورتحال پر ماہرین نے مختلف آراء کا اظہار کیا ہے اور کہا ہے کہ حکومت کو عوام کو ریلیف فراہم کرنے کے لئے مزید اقدامات کرنے ہوں گے جبکہ وفاقی وزیر نے کہا کہ ملکی معیشت درست سمت میں گامزن ہے اور آنے والے دنوں میں مہنگائی کی شرح میں مزید کمی متوقع ہے کی مالیاتی پالیسی کے فیصلے کے بعد ملک میں معاشی صورتحال پر ماہرین نے مختلف آراء کا اظہار کیا ہے اور کہا ہے کہ حکومت کو عوام کو ریلیف فراہم کرنے کے لئے مزید اقدامات کرنے ہوں گے جبکہ وفاقی وزیر نے کہا کہ ملکی معیشت درست سمت میں گامزن ہے اور آنے والے دنوں میں مہنگائی کی شرح میں مزید کمی متوقع ہے <box>379 1406 497 1558</box>
ornament-divider <box>53 629 72 630</box>
article-text: کی مالیاتی پالیسی کے فیصلے کے بعد ملک میں معاشی صورتحال پر ماہرین نے مختلف آراء کا اظہار کیا ہے اور کہا ہے کہ حکومت کو عوام کو ریلیف فراہم کرنے کے لئے مزید اقدامات کرنے ہوں گے جبکہ وفاقی وزیر نے کہا کہ ملکی معیشت درست سمت میں گامزن ہے اور آنے والے دنوں میں مہنگائی کی شرح میں مزید کمی متوقع ہے کی مالیاتی پالیسی کے فیصلے کے بعد ملک میں معاشی صورتحال پر ماہرین نے مختلف آراء کا اظہار کیا ہے اور کہا ہے کہ حکومت کو عوام کو ریلیف فراہم کرنے کے لئے مزید اقدامات کرنے ہوں گے جبکہ وفاقی وزیر نے کہا کہ ملکی معیشت درست سمت میں گامزن ہے اور آنے والے دنوں میں مہنگائی کی شرح میں مزید کمی متوقع ہے <box>879 266 997 418</box>
continuation-number: 16 <box>628 618 674 640</box>
continuation-number: 15 <box>628 428 674 450</box>
continuation-marker <box>378 617 498 641</box>
continuation-number: 51 <box>128 998 174 1020</box>
continuation-label: بقیہ نمبر <box>451 1384 498 1395</box>
ornament-divider <box>53 819 72 820</box>
continuation-marker <box>878 997 998 1021</box>
ornament-divider <box>303 249 322 250</box>
continuation-number: 01 <box>878 238 924 260</box>
continuation-marker <box>378 1377 498 1401</box>
continuation-label: بقیہ نمبر <box>201 244 248 255</box>
continuation-number: 50 <box>128 808 174 830</box>
continuation-marker <box>253 1187 373 1211</box>
continuation-label: بقیہ نمبر <box>326 434 373 445</box>
continuation-marker <box>3 807 123 831</box>
ornament-divider <box>303 819 322 820</box>
continuation-marker <box>253 807 373 831</box>
article-text: کی مالیاتی پالیسی کے فیصلے کے بعد ملک میں معاشی صورتحال پر ماہرین نے مختلف آراء کا اظہار کیا ہے اور کہا ہے کہ حکومت کو عوام کو ریلیف فراہم کرنے کے لئے مزید اقدامات کرنے ہوں گے جبکہ وفاقی وزیر نے کہا کہ ملکی معیشت درست سمت میں گامزن ہے اور آنے والے دنوں میں مہنگائی کی شرح میں مزید کمی متوقع ہے کی مالیاتی پالیسی کے فیصلے کے بعد ملک میں معاشی صورتحال پر ماہرین نے مختلف آراء کا اظہار کیا ہے اور کہا ہے کہ حکومت کو عوام کو ریلیف فراہم کرنے کے لئے مزید اقدامات کرنے ہوں گے جبکہ وفاقی وزیر نے کہا کہ ملکی معیشت درست سمت میں گامزن ہے اور آنے والے دنوں میں مہنگائی کی شرح میں مزید کمی متوقع ہے <box>504 76 622 228</box>
article-text: کی مالیاتی پالیسی کے فیصلے کے بعد ملک میں معاشی صورتحال پر ماہرین نے مختلف آراء کا اظہار کیا ہے اور کہا ہے کہ حکومت کو عوام کو ریلیف فراہم کرنے کے لئے مزید اقدامات کرنے ہوں گے جبکہ وفاقی وزیر نے کہا کہ ملکی معیشت درست سمت میں گامزن ہے اور آنے والے دنوں میں مہنگائی کی شرح میں مزید کمی متوقع ہے کی مالیاتی پالیسی کے فیصلے کے بعد ملک میں معاشی صورتحال پر ماہرین نے مختلف آراء کا اظہار کیا ہے اور کہا ہے کہ حکومت کو عوام کو ریلیف فراہم کرنے کے لئے مزید اقدامات کرنے ہوں گے جبکہ وفاقی وزیر نے کہا کہ ملکی معیشت درست سمت میں گامزن ہے اور آنے والے دنوں میں مہنگائی کی شرح میں مزید کمی متوقع ہے <box>879 1026 997 1178</box>
continuation-label: بقیہ نمبر <box>701 434 748 445</box>
continuation-marker <box>628 997 748 1021</box>
continuation-label: بقیہ نمبر <box>576 434 623 445</box>
ornament-divider <box>428 1199 447 1200</box>
continuation-number: 45 <box>3 1378 49 1400</box>
continuation-marker <box>253 427 373 451</box>
article-text: کی مالیاتی پالیسی کے فیصلے کے بعد ملک میں معاشی صورتحال پر ماہرین نے مختلف آراء کا اظہار کیا ہے اور کہا ہے کہ حکومت کو عوام کو ریلیف فراہم کرنے کے لئے مزید اقدامات کرنے ہوں گے جبکہ وفاقی وزیر نے کہا کہ ملکی معیشت درست سمت میں گامزن ہے اور آنے والے دنوں میں مہنگائی کی شرح میں مزید کمی متوقع ہے کی مالیاتی پالیسی کے فیصلے کے بعد ملک میں معاشی صورتحال پر ماہرین نے مختلف آراء کا اظہار کیا ہے اور کہا ہے کہ حکومت کو عوام کو ریلیف فراہم کرنے کے لئے مزید اقدامات کرنے ہوں گے جبکہ وفاقی وزیر نے کہا کہ ملکی معیشت درست سمت میں گامزن ہے اور آنے والے دنوں میں مہنگائی کی شرح میں مزید کمی متوقع ہے <box>254 76 372 228</box>
continuation-marker <box>628 617 748 641</box>
continuation-label: بقیہ نمبر <box>701 1384 748 1395</box>
news-column <box>625 74 750 1558</box>
ornament-divider <box>803 819 822 820</box>
article-text: کی مالیاتی پالیسی کے فیصلے کے بعد ملک میں معاشی صورتحال پر ماہرین نے مختلف آراء کا اظہار کیا ہے اور کہا ہے کہ حکومت کو عوام کو ریلیف فراہم کرنے کے لئے مزید اقدامات کرنے ہوں گے جبکہ وفاقی وزیر نے کہا کہ ملکی معیشت درست سمت میں گامزن ہے اور آنے والے دنوں میں مہنگائی کی شرح میں مزید کمی متوقع ہے کی مالیاتی پالیسی کے فیصلے کے بعد ملک میں معاشی صورتحال پر ماہرین نے مختلف آراء کا اظہار کیا ہے اور کہا ہے کہ حکومت کو عوام کو ریلیف فراہم کرنے کے لئے مزید اقدامات کرنے ہوں گے جبکہ وفاقی وزیر نے کہا کہ ملکی معیشت درست سمت میں گامزن ہے اور آنے والے دنوں میں مہنگائی کی شرح میں مزید کمی متوقع ہے <box>879 1216 997 1368</box>
article-text: کی مالیاتی پالیسی کے فیصلے کے بعد ملک میں معاشی صورتحال پر ماہرین نے مختلف آراء کا اظہار کیا ہے اور کہا ہے کہ حکومت کو عوام کو ریلیف فراہم کرنے کے لئے مزید اقدامات کرنے ہوں گے جبکہ وفاقی وزیر نے کہا کہ ملکی معیشت درست سمت میں گامزن ہے اور آنے والے دنوں میں مہنگائی کی شرح میں مزید کمی متوقع ہے کی مالیاتی پالیسی کے فیصلے کے بعد ملک میں معاشی صورتحال پر ماہرین نے مختلف آراء کا اظہار کیا ہے اور کہا ہے کہ حکومت کو عوام کو ریلیف فراہم کرنے کے لئے مزید اقدامات کرنے ہوں گے جبکہ وفاقی وزیر نے کہا کہ ملکی معیشت درست سمت میں گامزن ہے اور آنے والے دنوں میں مہنگائی کی شرح میں مزید کمی متوقع ہے <box>879 456 997 608</box>
continuation-marker <box>253 237 373 261</box>
continuation-number: 28 <box>378 618 424 640</box>
continuation-number: 37 <box>253 998 299 1020</box>
continuation-label: بقیہ نمبر <box>76 1004 123 1015</box>
article-text: کی مالیاتی پالیسی کے فیصلے کے بعد ملک میں معاشی صورتحال پر ماہرین نے مختلف آراء کا اظہار کیا ہے اور کہا ہے کہ حکومت کو عوام کو ریلیف فراہم کرنے کے لئے مزید اقدامات کرنے ہوں گے جبکہ وفاقی وزیر نے کہا کہ ملکی معیشت درست سمت میں گامزن ہے اور آنے والے دنوں میں مہنگائی کی شرح میں مزید کمی متوقع ہے کی مالیاتی پالیسی کے فیصلے کے بعد ملک میں معاشی صورتحال پر ماہرین نے مختلف آراء کا اظہار کیا ہے اور کہا ہے کہ حکومت کو عوام کو ریلیف فراہم کرنے کے لئے مزید اقدامات کرنے ہوں گے جبکہ وفاقی وزیر نے کہا کہ ملکی معیشت درست سمت میں گامزن ہے اور آنے والے دنوں میں مہنگائی کی شرح میں مزید کمی متوقع ہے <box>379 1026 497 1178</box>
continuation-number: 26 <box>378 238 424 260</box>
continuation-marker <box>3 237 123 261</box>
article-text: کی مالیاتی پالیسی کے فیصلے کے بعد ملک میں معاشی صورتحال پر ماہرین نے مختلف آراء کا اظہار کیا ہے اور کہا ہے کہ حکومت کو عوام کو ریلیف فراہم کرنے کے لئے مزید اقدامات کرنے ہوں گے جبکہ وفاقی وزیر نے کہا کہ ملکی معیشت درست سمت میں گامزن ہے اور آنے والے دنوں میں مہنگائی کی شرح میں مزید کمی متوقع ہے کی مالیاتی پالیسی کے فیصلے کے بعد ملک میں معاشی صورتحال پر ماہرین نے مختلف آراء کا اظہار کیا ہے اور کہا ہے کہ حکومت کو عوام کو ریلیف فراہم کرنے کے لئے مزید اقدامات کرنے ہوں گے جبکہ وفاقی وزیر نے کہا کہ ملکی معیشت درست سمت میں گامزن ہے اور آنے والے دنوں میں مہنگائی کی شرح میں مزید کمی متوقع ہے <box>4 646 122 798</box>
ornament-divider <box>803 1199 822 1200</box>
continuation-marker <box>628 807 748 831</box>
article-text: کی مالیاتی پالیسی کے فیصلے کے بعد ملک میں معاشی صورتحال پر ماہرین نے مختلف آراء کا اظہار کیا ہے اور کہا ہے کہ حکومت کو عوام کو ریلیف فراہم کرنے کے لئے مزید اقدامات کرنے ہوں گے جبکہ وفاقی وزیر نے کہا کہ ملکی معیشت درست سمت میں گامزن ہے اور آنے والے دنوں میں مہنگائی کی شرح میں مزید کمی متوقع ہے کی مالیاتی پالیسی کے فیصلے کے بعد ملک میں معاشی صورتحال پر ماہرین نے مختلف آراء کا اظہار کیا ہے اور کہا ہے کہ حکومت کو عوام کو ریلیف فراہم کرنے کے لئے مزید اقدامات کرنے ہوں گے جبکہ وفاقی وزیر نے کہا کہ ملکی معیشت درست سمت میں گامزن ہے اور آنے والے دنوں میں مہنگائی کی شرح میں مزید کمی متوقع ہے <box>754 456 872 608</box>
continuation-number: 43 <box>3 998 49 1020</box>
continuation-number: 35 <box>253 618 299 640</box>
news-column <box>125 74 250 1552</box>
continuation-marker <box>3 1377 123 1401</box>
continuation-label: بقیہ نمبر <box>826 434 873 445</box>
continuation-number: 41 <box>3 618 49 640</box>
continuation-marker <box>878 807 998 831</box>
continuation-number: 29 <box>378 808 424 830</box>
continuation-label: بقیہ نمبر <box>451 434 498 445</box>
article-text: کی مالیاتی پالیسی کے فیصلے کے بعد ملک میں معاشی صورتحال پر ماہرین نے مختلف آراء کا اظہار کیا ہے اور کہا ہے کہ حکومت کو عوام کو ریلیف فراہم کرنے کے لئے مزید اقدامات کرنے ہوں گے جبکہ وفاقی وزیر نے کہا کہ ملکی معیشت درست سمت میں گامزن ہے اور آنے والے دنوں میں مہنگائی کی شرح میں مزید کمی متوقع ہے کی مالیاتی پالیسی کے فیصلے کے بعد ملک میں معاشی صورتحال پر ماہرین نے مختلف آراء کا اظہار کیا ہے اور کہا ہے کہ حکومت کو عوام کو ریلیف فراہم کرنے کے لئے مزید اقدامات کرنے ہوں گے جبکہ وفاقی وزیر نے کہا کہ ملکی معیشت درست سمت میں گامزن ہے اور آنے والے دنوں میں مہنگائی کی شرح میں مزید کمی متوقع ہے <box>4 1596 122 1748</box>
continuation-number: 12 <box>753 1188 799 1210</box>
ornament-divider <box>53 439 72 440</box>
continuation-number: 07 <box>753 238 799 260</box>
